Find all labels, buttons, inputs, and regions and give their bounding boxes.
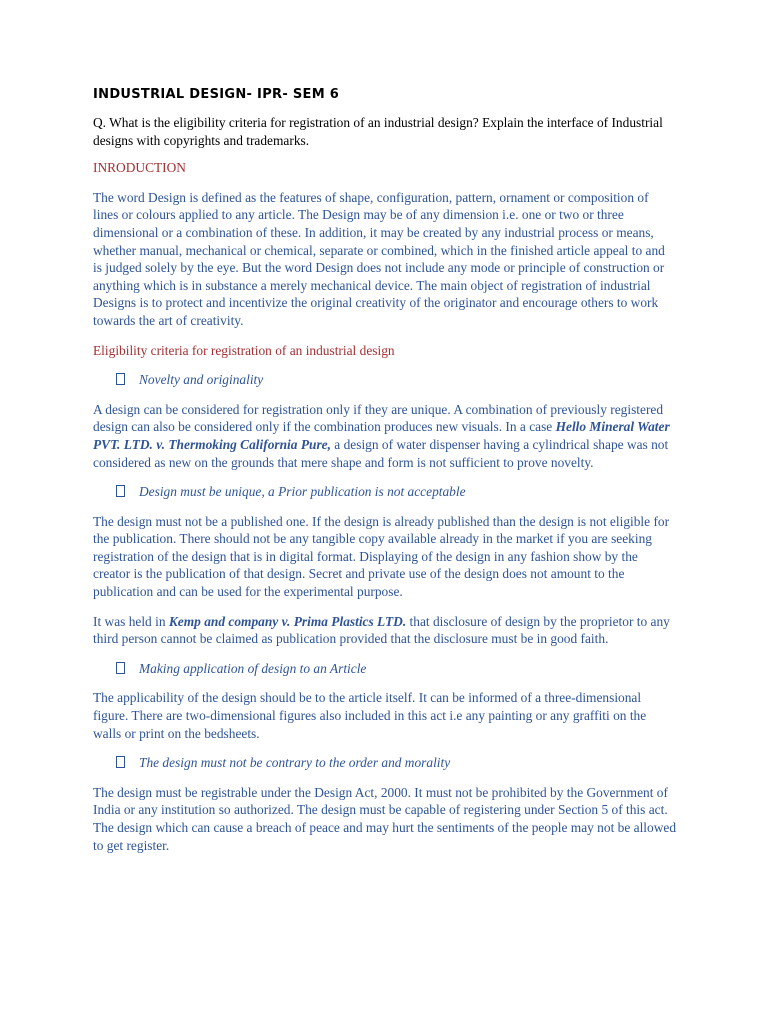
- bullet-article: [93, 660, 677, 678]
- bullet-morality-label: The design must not be contrary to the order and morality: [139, 755, 451, 771]
- novelty-text-before: A design can be considered for registration only if they are unique. A combination of previously registered design can also be considered only if the combination produces new visuals. In a case: [93, 401, 664, 435]
- missing-glyph-box-icon: [116, 373, 125, 385]
- question-text: Q. What is the eligibility criteria for registration of an industrial design? Explain the interface of Industrial designs with copyrights and trademarks.: [93, 115, 663, 148]
- missing-glyph-box-icon: [116, 756, 125, 768]
- bullet-novelty: [93, 371, 677, 389]
- bullet-article-label: Making application of design to an Article: [139, 660, 367, 676]
- missing-glyph-box-icon: [116, 662, 125, 674]
- novelty-text-after: a design of water dispenser having a cylindrical shape was not considered as new on the grounds that mere shape and form is not sufficient to prove novelty.: [93, 436, 669, 470]
- bullet-unique: [93, 483, 677, 501]
- article-paragraph: The applicability of the design should be to the article itself. It can be informed of a three-dimensional figure. There are two-dimensional figures also included in this act i.e any painting or any graffiti on the walls or print on the bedsheets.: [93, 690, 647, 741]
- document-title: INDUSTRIAL DESIGN- IPR- SEM 6: [93, 87, 340, 102]
- bullet-morality: [93, 754, 677, 772]
- introduction-heading: INRODUCTION: [93, 160, 186, 176]
- bullet-unique-label: Design must be unique, a Prior publication is not acceptable: [139, 484, 466, 500]
- unique-paragraph: The design must not be a published one. If the design is already published than the design is not eligible for the publication. There should not be any tangible copy available already in the market if you are seeking registration of the design that is in digital format. Displaying of the design in any fashion show by the creator is the publication of that design. Secret and private use of the design does not amount to the publication and can be used for the experimental purpose.: [93, 513, 670, 600]
- introduction-paragraph: The word Design is defined as the features of shape, configuration, pattern, ornament or composition of lines or colours applied to any article. The Design may be of any dimension i.e. one or two or three dimensional or a combination of these. In addition, it may be created by any industrial process or means, whether manual, mechanical or chemical, separate or combined, which in the finished article appeal to and is judged solely by the eye. But the word Design does not include any mode or principle of construction or anything which is in substance a merely mechanical device. The main object of registration of industrial Designs is to protect and incentivize the original creativity of the originator and encourage others to work towards the art of creativity.: [93, 189, 665, 328]
- novelty-paragraph: [93, 401, 677, 471]
- bullet-novelty-label: Novelty and originality: [139, 372, 264, 388]
- novelty-case-name: Hello Mineral Water PVT. LTD. v. Thermoking California Pure,: [93, 419, 670, 452]
- eligibility-heading: Eligibility criteria for registration of an industrial design: [93, 342, 395, 358]
- missing-glyph-box-icon: [116, 485, 125, 497]
- kemp-text-before: It was held in: [93, 613, 169, 629]
- kemp-case-name: Kemp and company v. Prima Plastics LTD.: [168, 613, 407, 629]
- document-page: [93, 86, 677, 866]
- morality-paragraph: The design must be registrable under the Design Act, 2000. It must not be prohibited by the Government of India or any institution so authorized. The design must be capable of registering under Section 5 of this act. The design which can cause a breach of peace and may hurt the sentiments of the people may not be allowed to get register.: [93, 784, 677, 853]
- kemp-text-after: that disclosure of design by the proprietor to any third person cannot be claimed as publication provided that the disclosure must be in good faith.: [93, 613, 670, 647]
- kemp-paragraph: [93, 613, 677, 648]
